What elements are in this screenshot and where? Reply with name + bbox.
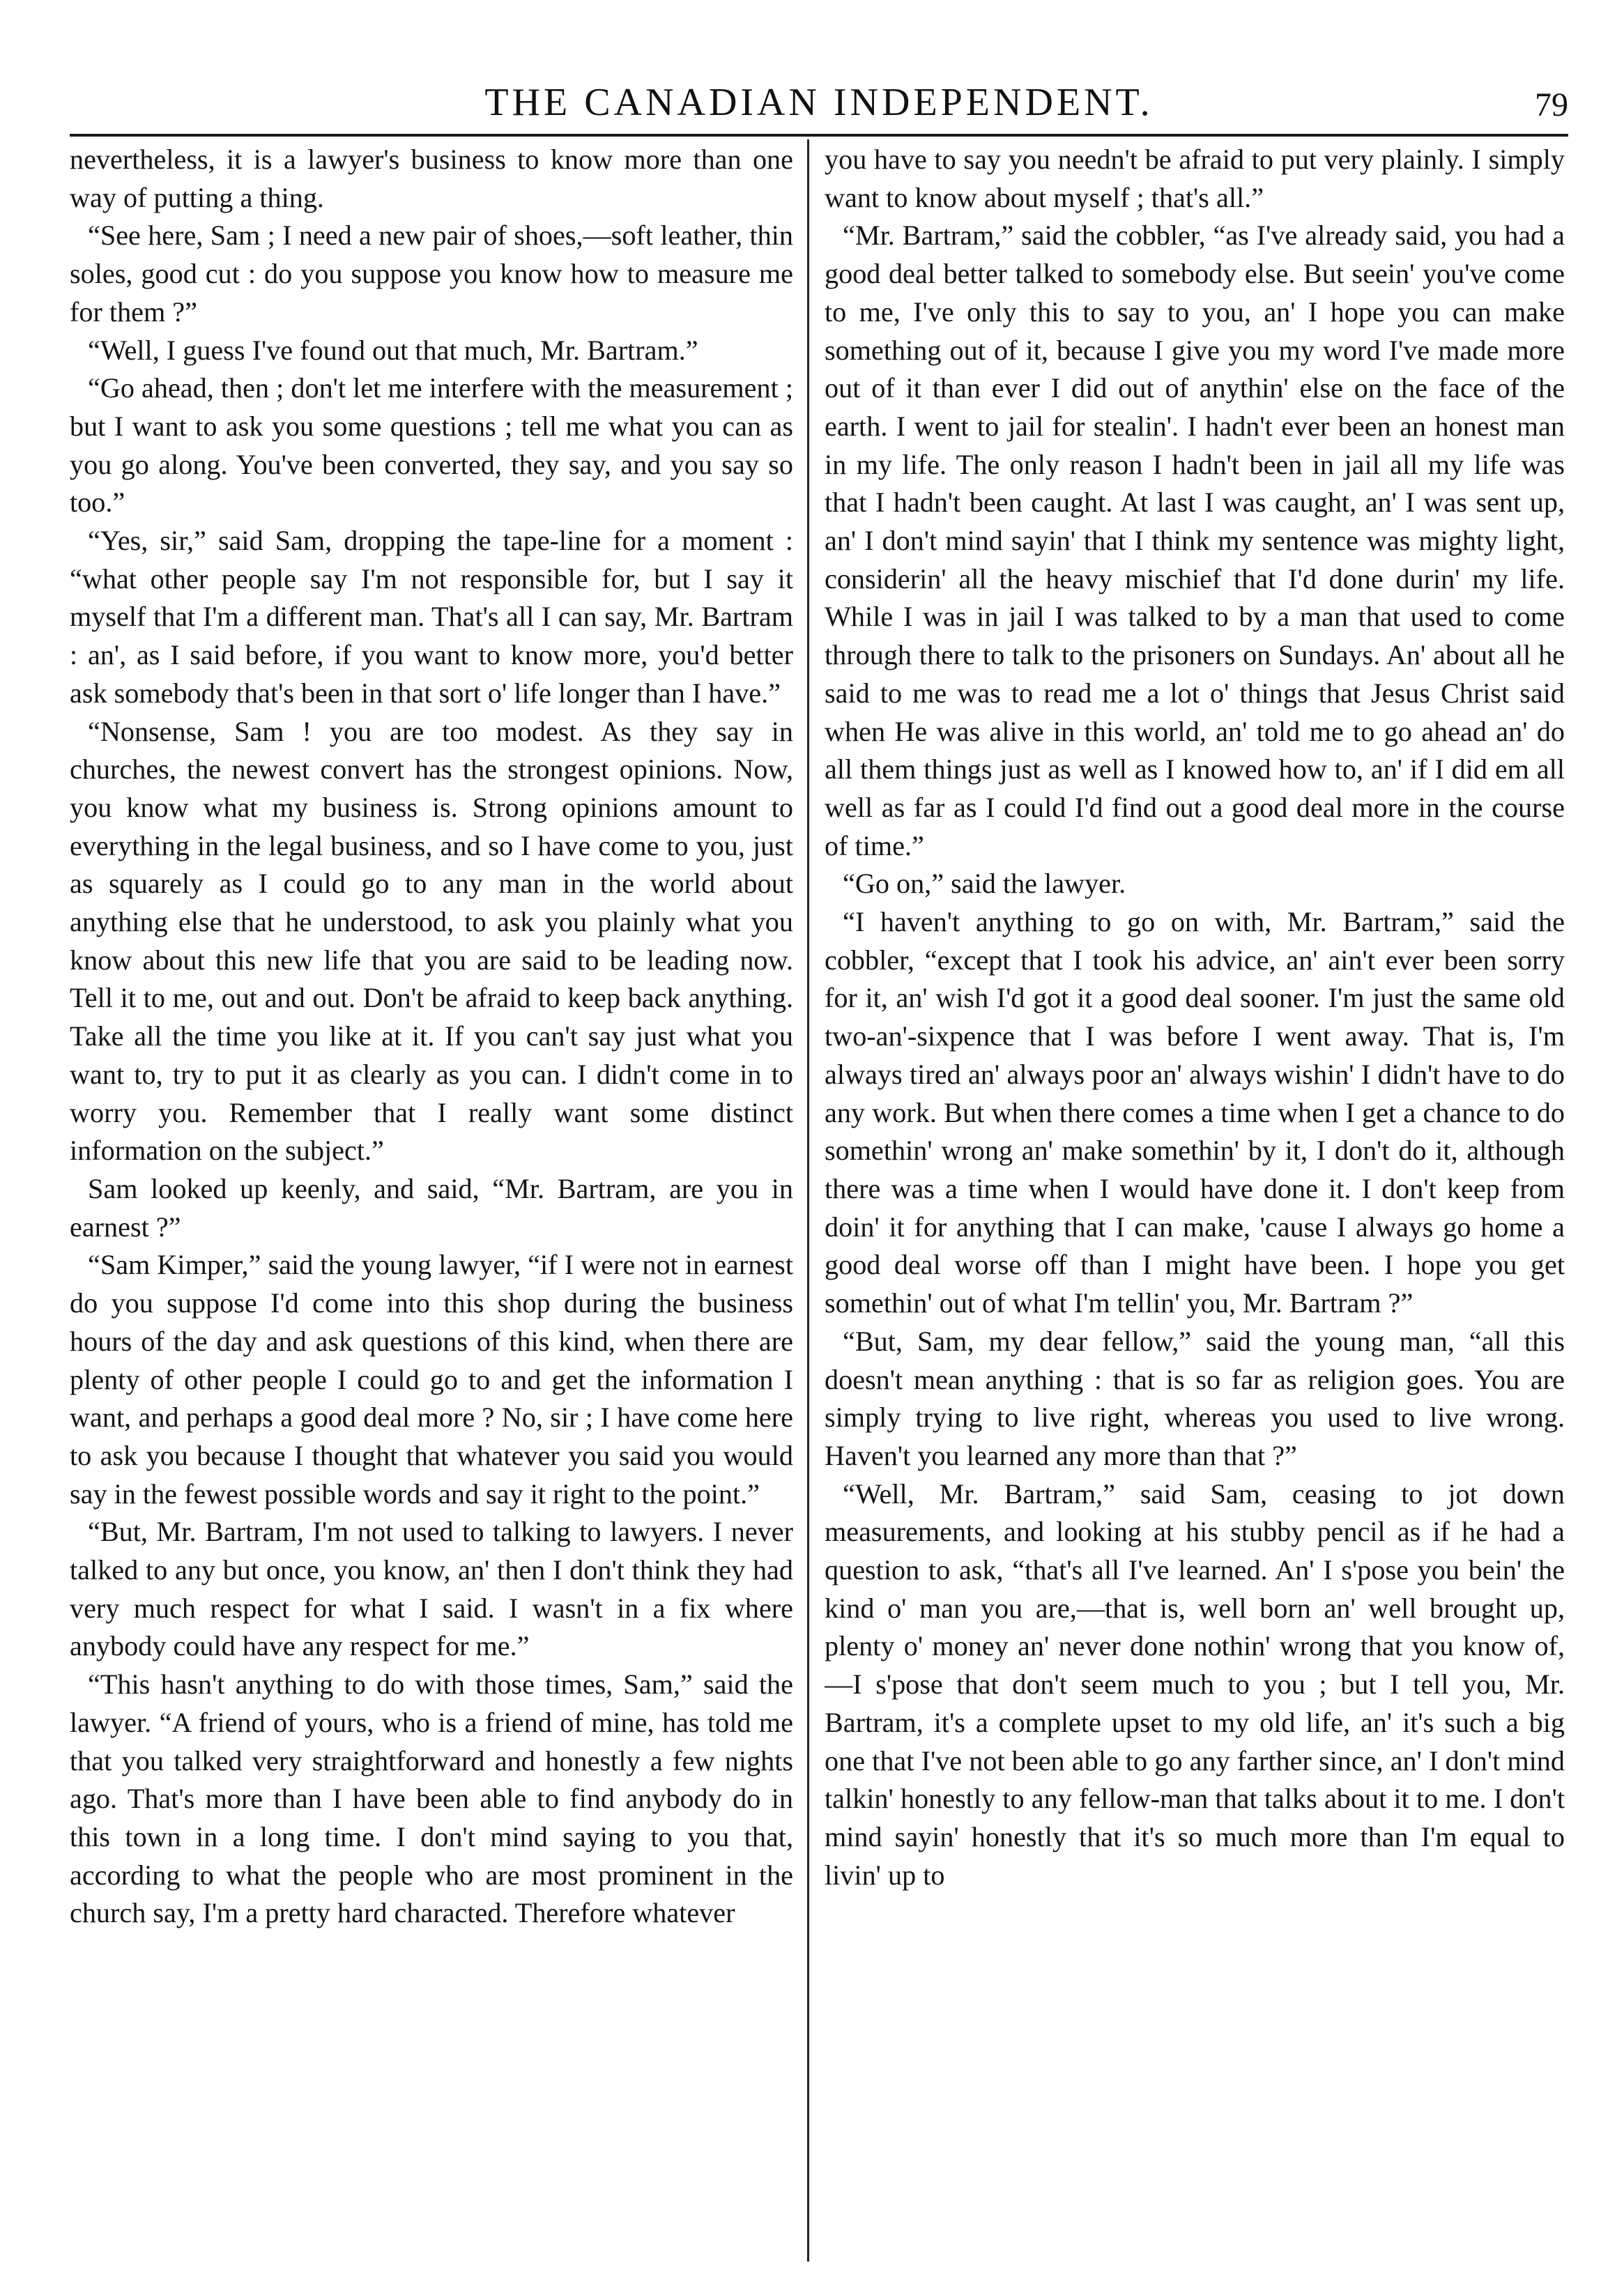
page-number: 79 — [1535, 86, 1568, 123]
paragraph: “This hasn't anything to do with those times, Sam,” said the lawyer. “A friend of yours, who is a friend of mine, has told me that you talked very straightforward and honestly a few nights ago. That's more than I have been able to find anybody do in this town in a long time. I don't mind saying to you that, according to what the people who are most prominent in the church say, I'm a pretty hard characted. Therefore whatever — [70, 1668, 793, 1929]
paragraph: “Yes, sir,” said Sam, dropping the tape-line for a moment : “what other people say I'm not responsible for, but I say it myself that I'm a different man. That's all I can say, Mr. Bartram : an', as I said before, if you want to know more, you'd better ask somebody that's been in that sort o' life longer than I have.” — [70, 525, 793, 709]
paragraph: “But, Mr. Bartram, I'm not used to talking to lawyers. I never talked to any but once, you know, an' then I don't think they had very much respect for what I said. I wasn't in a fix where anybody could have any respect for me.” — [70, 1516, 793, 1662]
running-title: THE CANADIAN INDEPENDENT. — [484, 81, 1154, 124]
paragraph: “Nonsense, Sam ! you are too modest. As they say in churches, the newest convert has the strongest opinions. Now, you know what my business is. Strong opinions amount to everything in the legal business, and so I have come to you, just as squarely as I could go to any man in the world about anything else that he understood, to ask you plainly what you know about this new life that you are said to be leading now. Tell it to me, out and out. Don't be afraid to keep back anything. Take all the time you like at it. If you can't say just what you want to, try to put it as clearly as you can. I didn't come in to worry you. Remember that I really want some distinct information on the subject.” — [70, 715, 793, 1167]
paragraph: “Well, I guess I've found out that much, Mr. Bartram.” — [88, 334, 698, 366]
paragraph: Sam looked up keenly, and said, “Mr. Bartram, are you in earnest ?” — [70, 1172, 793, 1243]
paragraph: “Sam Kimper,” said the young lawyer, “if I were not in earnest do you suppose I'd come into this shop during the business hours of the day and ask questions of this kind, when there are plenty of other people I could go to and get the information I want, and perhaps a good deal more ? No, sir ; I have come here to ask you because I thought that whatever you said you would say in the fewest possible words and say it right to the point.” — [70, 1249, 793, 1510]
paragraph: you have to say you needn't be afraid to put very plainly. I simply want to know about myself ; that's all.” — [825, 144, 1565, 213]
paragraph: “Mr. Bartram,” said the cobbler, “as I've already said, you had a good deal better talked to somebody else. But seein' you've come to me, I've only this to say to you, an' I hope you can make something out of it, because I give you my word I've made more out of it than ever I did out of anythin' else on the face of the earth. I went to jail for stealin'. I hadn't ever been an honest man in my life. The only reason I hadn't been in jail all my life was that I hadn't been caught. At last I was caught, an' I was sent up, an' I don't mind sayin' that I think my sentence was mighty light, considerin' all the heavy mischief that I'd done durin' my life. While I was in jail I was talked to by a man that used to come through there to talk to the prisoners on Sundays. An' about all he said to me was to read me a lot o' things that Jesus Christ said when He was alive in this world, an' told me to go ahead an' do all them things just as well as I knowed how to, an' if I did em all well as far as I could I'd find out a good deal more in the course of time.” — [825, 220, 1565, 861]
paragraph: nevertheless, it is a lawyer's business to know more than one way of putting a thing. — [70, 144, 793, 213]
left-column — [70, 141, 793, 2273]
paragraph: “Go on,” said the lawyer. — [843, 868, 1126, 900]
paragraph: “See here, Sam ; I need a new pair of shoes,—soft leather, thin soles, good cut : do you suppose you know how to measure me for them ?” — [70, 220, 793, 328]
page-header — [70, 78, 1568, 137]
paragraph: “Well, Mr. Bartram,” said Sam, ceasing to jot down measurements, and looking at his stubby pencil as if he had a question to ask, “that's all I've learned. An' I s'pose you bein' the kind o' man you are,—that is, well born an' well brought up, plenty o' money an' never done nothin' wrong that you know of,—I s'pose that don't seem much to you ; but I tell you, Mr. Bartram, it's a complete upset to my old life, an' it's such a big one that I've not been able to go any farther since, an' I don't mind talkin' honestly to any fellow-man that talks about it to me. I don't mind sayin' honestly that it's so much more than I'm equal to livin' up to — [825, 1477, 1565, 1891]
right-column — [825, 141, 1565, 2273]
paragraph: “But, Sam, my dear fellow,” said the young man, “all this doesn't mean anything : that is so far as religion goes. You are simply trying to live right, whereas you used to live wrong. Haven't you learned any more than that ?” — [825, 1325, 1565, 1471]
column-divider — [807, 139, 809, 2262]
paragraph: “Go ahead, then ; don't let me interfere with the measurement ; but I want to ask you some questions ; tell me what you can as you go along. You've been converted, they say, and you say so too.” — [70, 372, 793, 519]
paragraph: “I haven't anything to go on with, Mr. Bartram,” said the cobbler, “except that I took his advice, an' ain't ever been sorry for it, an' wish I'd got it a good deal sooner. I'm just the same old two-an'-sixpence that I was before I went away. That is, I'm always tired an' always poor an' always wishin' I didn't have to do any work. But when there comes a time when I get a chance to do somethin' wrong an' make somethin' by it, I don't do it, although there was a time when I would have done it. I don't keep from doin' it for anything that I can make, 'cause I always go home a good deal worse off than I might have been. I hope you get somethin' out of what I'm tellin' you, Mr. Bartram ?” — [825, 906, 1565, 1319]
